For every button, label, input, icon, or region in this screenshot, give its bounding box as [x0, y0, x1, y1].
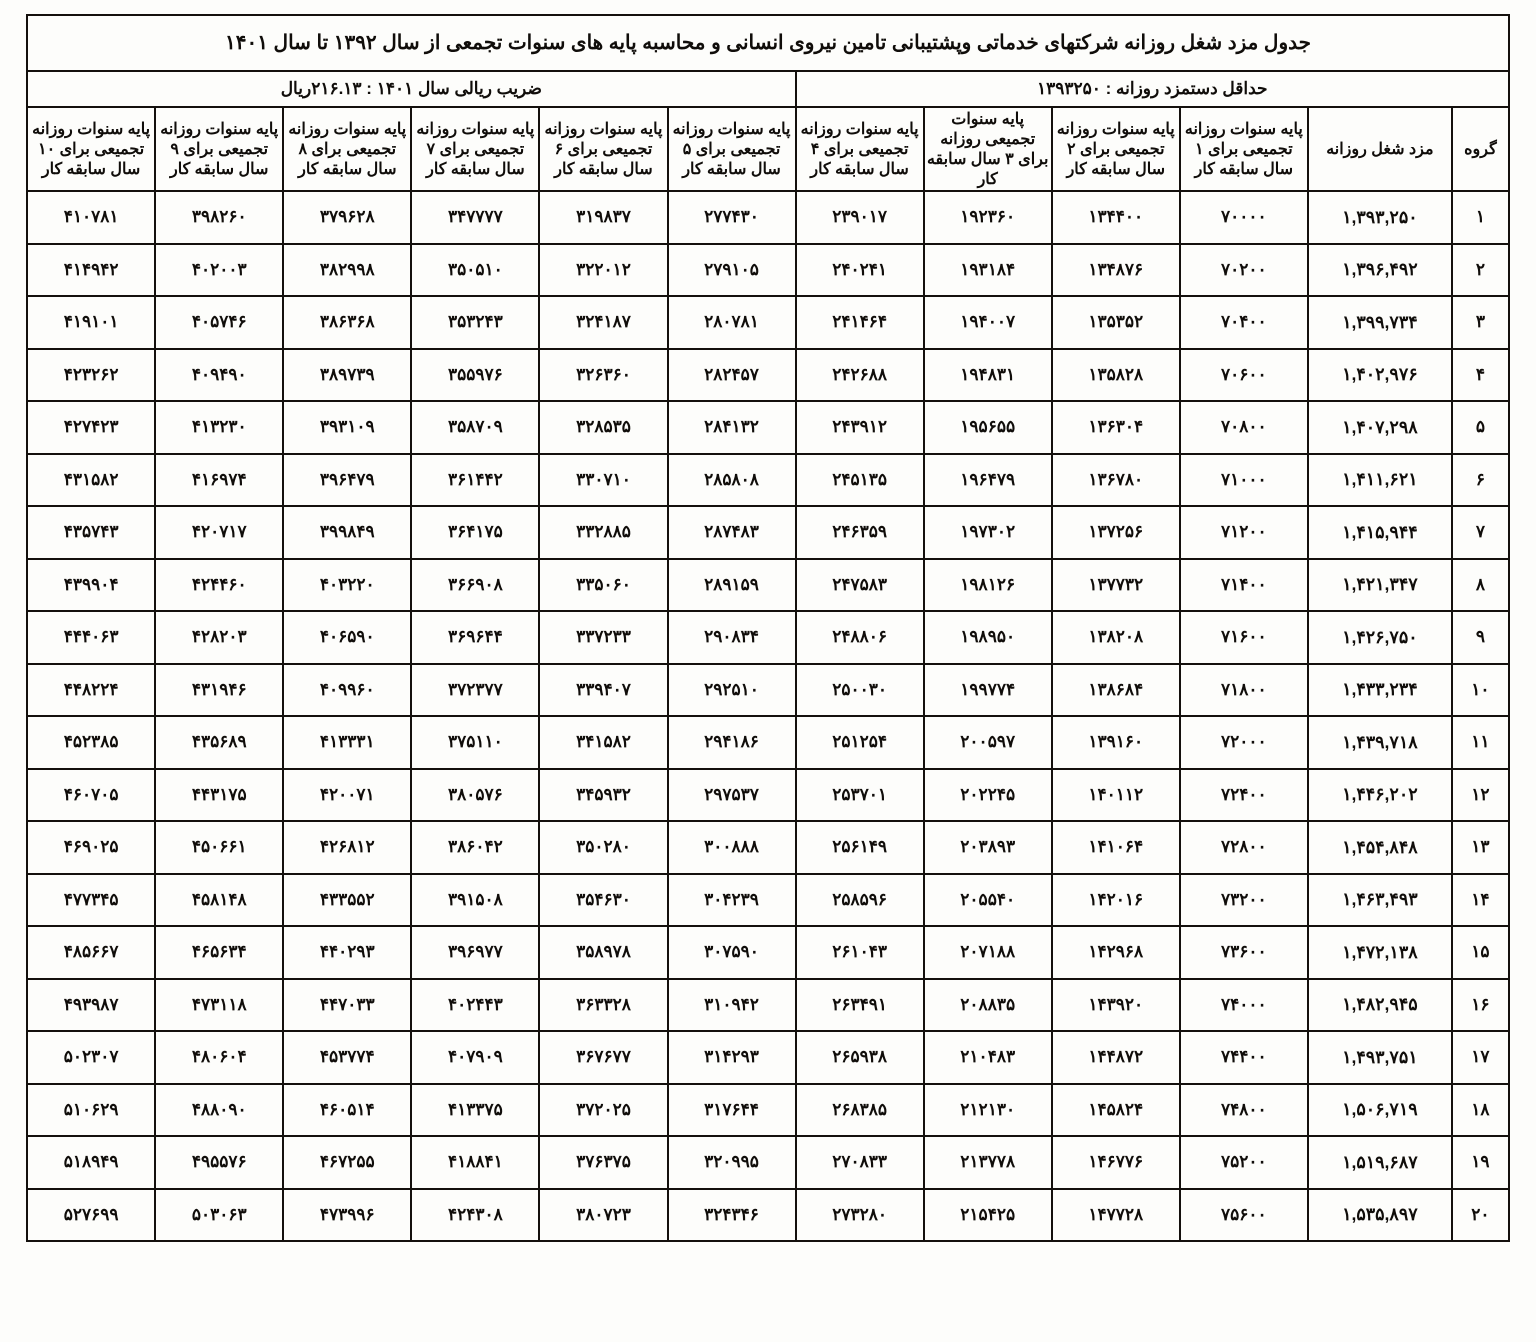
- cell-year-10: ۴۱۴۹۴۲: [27, 244, 155, 297]
- cell-wage: ۱,۳۹۳,۲۵۰: [1308, 191, 1452, 244]
- cell-wage: ۱,۳۹۹,۷۳۴: [1308, 296, 1452, 349]
- cell-year-4: ۲۵۶۱۴۹: [796, 821, 924, 874]
- cell-year-6: ۳۲۸۵۳۵: [539, 401, 667, 454]
- table-row: [27, 191, 1509, 244]
- cell-year-7: ۳۹۶۹۷۷: [411, 926, 539, 979]
- cell-year-9: ۵۰۳۰۶۳: [155, 1189, 283, 1242]
- cell-year-2: ۱۳۵۸۲۸: [1052, 349, 1180, 402]
- cell-year-2: ۱۴۵۸۲۴: [1052, 1084, 1180, 1137]
- column-header-year-10: پایه سنوات روزانه تجمیعی برای ۱۰ سال سابقه کار: [27, 107, 155, 191]
- table-row: [27, 1189, 1509, 1242]
- cell-year-6: ۳۴۱۵۸۲: [539, 716, 667, 769]
- cell-year-6: ۳۶۳۳۲۸: [539, 979, 667, 1032]
- cell-year-10: ۴۵۲۳۸۵: [27, 716, 155, 769]
- table-row: [27, 401, 1509, 454]
- cell-year-4: ۲۴۰۲۴۱: [796, 244, 924, 297]
- cell-year-5: ۲۸۹۱۵۹: [668, 559, 796, 612]
- cell-year-2: ۱۳۸۶۸۴: [1052, 664, 1180, 717]
- cell-year-7: ۳۵۳۲۴۳: [411, 296, 539, 349]
- cell-year-2: ۱۳۹۱۶۰: [1052, 716, 1180, 769]
- cell-year-1: ۷۴۰۰۰: [1180, 979, 1308, 1032]
- cell-year-3: ۲۰۷۱۸۸: [924, 926, 1052, 979]
- cell-year-9: ۴۶۵۶۳۴: [155, 926, 283, 979]
- column-header-year-2: پایه سنوات روزانه تجمیعی برای ۲ سال سابقه کار: [1052, 107, 1180, 191]
- cell-year-4: ۲۷۳۲۸۰: [796, 1189, 924, 1242]
- cell-year-3: ۱۹۵۶۵۵: [924, 401, 1052, 454]
- cell-year-1: ۷۲۸۰۰: [1180, 821, 1308, 874]
- cell-year-4: ۲۶۳۴۹۱: [796, 979, 924, 1032]
- table-row: [27, 349, 1509, 402]
- cell-year-5: ۲۸۲۴۵۷: [668, 349, 796, 402]
- cell-year-6: ۳۵۴۶۳۰: [539, 874, 667, 927]
- cell-wage: ۱,۴۷۲,۱۳۸: [1308, 926, 1452, 979]
- cell-year-5: ۲۷۷۴۳۰: [668, 191, 796, 244]
- table-row: [27, 296, 1509, 349]
- cell-year-1: ۷۳۲۰۰: [1180, 874, 1308, 927]
- cell-year-3: ۲۰۲۲۴۵: [924, 769, 1052, 822]
- min-wage-label: حداقل دستمزد روزانه : ۱۳۹۳۲۵۰: [796, 71, 1509, 107]
- cell-year-8: ۴۱۳۳۳۱: [283, 716, 411, 769]
- cell-year-9: ۴۸۰۶۰۴: [155, 1031, 283, 1084]
- cell-wage: ۱,۴۰۷,۲۹۸: [1308, 401, 1452, 454]
- cell-year-2: ۱۳۶۷۸۰: [1052, 454, 1180, 507]
- cell-group: ۱۰: [1452, 664, 1509, 717]
- cell-year-4: ۲۴۵۱۳۵: [796, 454, 924, 507]
- cell-year-3: ۱۹۹۷۷۴: [924, 664, 1052, 717]
- cell-year-1: ۷۰۸۰۰: [1180, 401, 1308, 454]
- cell-wage: ۱,۴۳۹,۷۱۸: [1308, 716, 1452, 769]
- cell-year-8: ۳۹۹۸۴۹: [283, 506, 411, 559]
- cell-year-5: ۲۹۲۵۱۰: [668, 664, 796, 717]
- cell-year-7: ۳۸۶۰۴۲: [411, 821, 539, 874]
- table-row: [27, 1031, 1509, 1084]
- cell-year-9: ۴۷۳۱۱۸: [155, 979, 283, 1032]
- table-row: [27, 926, 1509, 979]
- cell-year-6: ۳۵۸۹۷۸: [539, 926, 667, 979]
- cell-year-2: ۱۴۲۹۶۸: [1052, 926, 1180, 979]
- cell-year-8: ۴۳۳۵۵۲: [283, 874, 411, 927]
- cell-year-2: ۱۳۵۳۵۲: [1052, 296, 1180, 349]
- cell-year-6: ۳۷۲۰۲۵: [539, 1084, 667, 1137]
- cell-group: ۱۴: [1452, 874, 1509, 927]
- cell-year-4: ۲۴۱۴۶۴: [796, 296, 924, 349]
- cell-year-4: ۲۶۱۰۴۳: [796, 926, 924, 979]
- cell-year-5: ۲۸۴۱۳۲: [668, 401, 796, 454]
- cell-year-8: ۴۶۷۲۵۵: [283, 1136, 411, 1189]
- cell-year-7: ۴۰۲۴۴۳: [411, 979, 539, 1032]
- cell-year-2: ۱۴۰۱۱۲: [1052, 769, 1180, 822]
- cell-year-10: ۴۴۴۰۶۳: [27, 611, 155, 664]
- cell-year-6: ۳۷۶۳۷۵: [539, 1136, 667, 1189]
- cell-year-8: ۴۶۰۵۱۴: [283, 1084, 411, 1137]
- cell-year-7: ۳۵۵۹۷۶: [411, 349, 539, 402]
- cell-year-9: ۴۳۱۹۴۶: [155, 664, 283, 717]
- cell-year-1: ۷۵۲۰۰: [1180, 1136, 1308, 1189]
- table-row: [27, 716, 1509, 769]
- cell-year-8: ۴۵۳۷۷۴: [283, 1031, 411, 1084]
- cell-year-3: ۲۱۵۴۲۵: [924, 1189, 1052, 1242]
- cell-year-4: ۲۷۰۸۳۳: [796, 1136, 924, 1189]
- cell-year-9: ۴۰۲۰۰۳: [155, 244, 283, 297]
- cell-year-2: ۱۴۲۰۱۶: [1052, 874, 1180, 927]
- cell-year-10: ۴۲۷۴۲۳: [27, 401, 155, 454]
- cell-wage: ۱,۴۲۶,۷۵۰: [1308, 611, 1452, 664]
- cell-group: ۷: [1452, 506, 1509, 559]
- cell-year-8: ۴۰۳۲۲۰: [283, 559, 411, 612]
- cell-year-6: ۳۸۰۷۲۳: [539, 1189, 667, 1242]
- cell-year-4: ۲۵۰۰۳۰: [796, 664, 924, 717]
- cell-wage: ۱,۵۰۶,۷۱۹: [1308, 1084, 1452, 1137]
- cell-year-8: ۴۴۷۰۳۳: [283, 979, 411, 1032]
- cell-year-5: ۳۰۷۵۹۰: [668, 926, 796, 979]
- cell-year-8: ۳۷۹۶۲۸: [283, 191, 411, 244]
- table-body: [27, 191, 1509, 1241]
- cell-year-8: ۴۲۰۰۷۱: [283, 769, 411, 822]
- cell-group: ۶: [1452, 454, 1509, 507]
- cell-year-2: ۱۴۷۷۲۸: [1052, 1189, 1180, 1242]
- cell-year-3: ۲۰۳۸۹۳: [924, 821, 1052, 874]
- cell-year-7: ۳۶۴۱۷۵: [411, 506, 539, 559]
- cell-year-10: ۴۱۹۱۰۱: [27, 296, 155, 349]
- column-header-year-4: پایه سنوات روزانه تجمیعی برای ۴ سال سابقه کار: [796, 107, 924, 191]
- cell-year-8: ۳۸۶۳۶۸: [283, 296, 411, 349]
- table-row: [27, 454, 1509, 507]
- cell-year-6: ۳۲۶۳۶۰: [539, 349, 667, 402]
- table-row: [27, 506, 1509, 559]
- cell-year-3: ۲۰۵۵۴۰: [924, 874, 1052, 927]
- cell-year-7: ۳۵۰۵۱۰: [411, 244, 539, 297]
- cell-year-7: ۳۷۵۱۱۰: [411, 716, 539, 769]
- column-header-year-6: پایه سنوات روزانه تجمیعی برای ۶ سال سابقه کار: [539, 107, 667, 191]
- cell-year-3: ۲۰۸۸۳۵: [924, 979, 1052, 1032]
- cell-year-4: ۲۵۱۲۵۴: [796, 716, 924, 769]
- cell-year-8: ۴۲۶۸۱۲: [283, 821, 411, 874]
- cell-year-7: ۳۷۲۳۷۷: [411, 664, 539, 717]
- cell-year-4: ۲۴۸۸۰۶: [796, 611, 924, 664]
- cell-year-8: ۴۰۹۹۶۰: [283, 664, 411, 717]
- column-header-year-5: پایه سنوات روزانه تجمیعی برای ۵ سال سابقه کار: [668, 107, 796, 191]
- coefficient-label: ضریب ریالی سال ۱۴۰۱ : ۲۱۶.۱۳ریال: [27, 71, 796, 107]
- cell-year-3: ۱۹۸۱۲۶: [924, 559, 1052, 612]
- cell-year-10: ۵۱۰۶۲۹: [27, 1084, 155, 1137]
- column-header-year-7: پایه سنوات روزانه تجمیعی برای ۷ سال سابقه کار: [411, 107, 539, 191]
- table-subheader-row: [27, 71, 1509, 107]
- cell-group: ۲۰: [1452, 1189, 1509, 1242]
- cell-year-6: ۳۶۷۶۷۷: [539, 1031, 667, 1084]
- cell-year-7: ۴۲۴۳۰۸: [411, 1189, 539, 1242]
- cell-wage: ۱,۴۶۳,۴۹۳: [1308, 874, 1452, 927]
- cell-year-5: ۳۲۰۹۹۵: [668, 1136, 796, 1189]
- cell-group: ۱: [1452, 191, 1509, 244]
- cell-year-8: ۴۰۶۵۹۰: [283, 611, 411, 664]
- cell-year-3: ۱۹۸۹۵۰: [924, 611, 1052, 664]
- cell-year-9: ۴۸۸۰۹۰: [155, 1084, 283, 1137]
- table-row: [27, 611, 1509, 664]
- cell-year-3: ۲۰۰۵۹۷: [924, 716, 1052, 769]
- cell-year-7: ۴۰۷۹۰۹: [411, 1031, 539, 1084]
- cell-year-3: ۲۱۳۷۷۸: [924, 1136, 1052, 1189]
- cell-year-4: ۲۵۸۵۹۶: [796, 874, 924, 927]
- cell-year-10: ۴۱۰۷۸۱: [27, 191, 155, 244]
- cell-year-5: ۲۹۴۱۸۶: [668, 716, 796, 769]
- cell-year-5: ۳۱۴۲۹۳: [668, 1031, 796, 1084]
- column-header-year-8: پایه سنوات روزانه تجمیعی برای ۸ سال سابقه کار: [283, 107, 411, 191]
- cell-year-5: ۲۷۹۱۰۵: [668, 244, 796, 297]
- cell-year-3: ۱۹۶۴۷۹: [924, 454, 1052, 507]
- cell-year-10: ۴۳۹۹۰۴: [27, 559, 155, 612]
- wage-table: [26, 14, 1510, 1242]
- cell-group: ۱۲: [1452, 769, 1509, 822]
- cell-year-9: ۴۱۶۹۷۴: [155, 454, 283, 507]
- cell-year-7: ۳۶۶۹۰۸: [411, 559, 539, 612]
- cell-group: ۵: [1452, 401, 1509, 454]
- table-row: [27, 821, 1509, 874]
- cell-year-1: ۷۵۶۰۰: [1180, 1189, 1308, 1242]
- cell-year-10: ۴۸۵۶۶۷: [27, 926, 155, 979]
- cell-year-4: ۲۶۸۳۸۵: [796, 1084, 924, 1137]
- table-row: [27, 979, 1509, 1032]
- cell-year-7: ۳۴۷۷۷۷: [411, 191, 539, 244]
- cell-year-4: ۲۴۲۶۸۸: [796, 349, 924, 402]
- cell-year-6: ۳۱۹۸۳۷: [539, 191, 667, 244]
- cell-year-10: ۴۳۱۵۸۲: [27, 454, 155, 507]
- cell-year-2: ۱۳۸۲۰۸: [1052, 611, 1180, 664]
- cell-group: ۸: [1452, 559, 1509, 612]
- table-row: [27, 1136, 1509, 1189]
- cell-year-4: ۲۴۷۵۸۳: [796, 559, 924, 612]
- cell-group: ۱۳: [1452, 821, 1509, 874]
- cell-group: ۱۸: [1452, 1084, 1509, 1137]
- cell-year-9: ۴۰۹۴۹۰: [155, 349, 283, 402]
- cell-year-1: ۷۱۴۰۰: [1180, 559, 1308, 612]
- cell-year-9: ۴۴۳۱۷۵: [155, 769, 283, 822]
- cell-year-6: ۳۴۵۹۳۲: [539, 769, 667, 822]
- table-row: [27, 244, 1509, 297]
- cell-year-10: ۵۲۷۶۹۹: [27, 1189, 155, 1242]
- cell-year-6: ۳۲۲۰۱۲: [539, 244, 667, 297]
- cell-year-1: ۷۴۸۰۰: [1180, 1084, 1308, 1137]
- page-title: جدول مزد شغل روزانه شرکتهای خدماتی وپشتیبانی تامین نیروی انسانی و محاسبه پایه های سنوات تجمعی از سال ۱۳۹۲ تا سال ۱۴۰۱: [27, 15, 1509, 71]
- cell-year-8: ۴۷۳۹۹۶: [283, 1189, 411, 1242]
- cell-group: ۳: [1452, 296, 1509, 349]
- cell-year-3: ۱۹۴۰۰۷: [924, 296, 1052, 349]
- cell-year-6: ۳۳۹۴۰۷: [539, 664, 667, 717]
- cell-year-2: ۱۳۶۳۰۴: [1052, 401, 1180, 454]
- cell-year-6: ۳۳۲۸۸۵: [539, 506, 667, 559]
- cell-year-9: ۴۵۸۱۴۸: [155, 874, 283, 927]
- cell-year-2: ۱۴۶۷۷۶: [1052, 1136, 1180, 1189]
- cell-group: ۲: [1452, 244, 1509, 297]
- cell-year-5: ۲۹۷۵۳۷: [668, 769, 796, 822]
- cell-year-1: ۷۲۴۰۰: [1180, 769, 1308, 822]
- column-header-daily-wage: مزد شغل روزانه: [1308, 107, 1452, 191]
- table-row: [27, 664, 1509, 717]
- cell-wage: ۱,۴۳۳,۲۳۴: [1308, 664, 1452, 717]
- cell-wage: ۱,۴۴۶,۲۰۲: [1308, 769, 1452, 822]
- cell-year-9: ۴۱۳۲۳۰: [155, 401, 283, 454]
- cell-year-5: ۳۰۴۲۳۹: [668, 874, 796, 927]
- cell-wage: ۱,۴۵۴,۸۴۸: [1308, 821, 1452, 874]
- cell-group: ۱۹: [1452, 1136, 1509, 1189]
- cell-year-7: ۳۵۸۷۰۹: [411, 401, 539, 454]
- table-row: [27, 559, 1509, 612]
- cell-year-10: ۴۹۳۹۸۷: [27, 979, 155, 1032]
- cell-wage: ۱,۵۱۹,۶۸۷: [1308, 1136, 1452, 1189]
- cell-year-4: ۲۴۳۹۱۲: [796, 401, 924, 454]
- cell-year-6: ۳۳۵۰۶۰: [539, 559, 667, 612]
- cell-year-3: ۲۱۲۱۳۰: [924, 1084, 1052, 1137]
- cell-year-2: ۱۳۷۲۵۶: [1052, 506, 1180, 559]
- cell-wage: ۱,۴۸۲,۹۴۵: [1308, 979, 1452, 1032]
- cell-year-3: ۱۹۲۳۶۰: [924, 191, 1052, 244]
- cell-group: ۱۶: [1452, 979, 1509, 1032]
- cell-year-9: ۴۹۵۵۷۶: [155, 1136, 283, 1189]
- table-title-row: [27, 15, 1509, 71]
- cell-year-3: ۱۹۳۱۸۴: [924, 244, 1052, 297]
- cell-year-2: ۱۳۷۷۳۲: [1052, 559, 1180, 612]
- cell-wage: ۱,۴۲۱,۳۴۷: [1308, 559, 1452, 612]
- column-header-group: گروه: [1452, 107, 1509, 191]
- cell-year-1: ۷۰۴۰۰: [1180, 296, 1308, 349]
- cell-group: ۹: [1452, 611, 1509, 664]
- cell-year-2: ۱۳۴۴۰۰: [1052, 191, 1180, 244]
- cell-group: ۱۷: [1452, 1031, 1509, 1084]
- cell-year-5: ۲۸۵۸۰۸: [668, 454, 796, 507]
- cell-year-10: ۴۶۹۰۲۵: [27, 821, 155, 874]
- cell-year-9: ۴۵۰۶۶۱: [155, 821, 283, 874]
- cell-year-1: ۷۰۲۰۰: [1180, 244, 1308, 297]
- table-row: [27, 1084, 1509, 1137]
- cell-year-5: ۳۱۷۶۴۴: [668, 1084, 796, 1137]
- cell-year-4: ۲۵۳۷۰۱: [796, 769, 924, 822]
- cell-group: ۴: [1452, 349, 1509, 402]
- cell-year-8: ۳۸۹۷۳۹: [283, 349, 411, 402]
- cell-year-3: ۱۹۷۳۰۲: [924, 506, 1052, 559]
- cell-wage: ۱,۳۹۶,۴۹۲: [1308, 244, 1452, 297]
- cell-year-7: ۴۱۸۸۴۱: [411, 1136, 539, 1189]
- table-row: [27, 874, 1509, 927]
- cell-year-1: ۷۱۲۰۰: [1180, 506, 1308, 559]
- cell-year-7: ۳۶۹۶۴۴: [411, 611, 539, 664]
- table-header-row: [27, 107, 1509, 191]
- cell-year-6: ۳۲۴۱۸۷: [539, 296, 667, 349]
- cell-year-9: ۳۹۸۲۶۰: [155, 191, 283, 244]
- cell-year-1: ۷۲۰۰۰: [1180, 716, 1308, 769]
- cell-year-1: ۷۱۶۰۰: [1180, 611, 1308, 664]
- cell-year-2: ۱۴۳۹۲۰: [1052, 979, 1180, 1032]
- cell-year-8: ۳۹۶۴۷۹: [283, 454, 411, 507]
- cell-year-10: ۴۳۵۷۴۳: [27, 506, 155, 559]
- cell-year-10: ۴۶۰۷۰۵: [27, 769, 155, 822]
- cell-year-7: ۳۶۱۴۴۲: [411, 454, 539, 507]
- cell-year-6: ۳۵۰۲۸۰: [539, 821, 667, 874]
- cell-year-10: ۵۰۲۳۰۷: [27, 1031, 155, 1084]
- table-row: [27, 769, 1509, 822]
- cell-year-10: ۴۷۷۳۴۵: [27, 874, 155, 927]
- cell-year-6: ۳۳۷۲۳۳: [539, 611, 667, 664]
- cell-year-3: ۲۱۰۴۸۳: [924, 1031, 1052, 1084]
- cell-wage: ۱,۴۹۳,۷۵۱: [1308, 1031, 1452, 1084]
- cell-year-7: ۴۱۳۳۷۵: [411, 1084, 539, 1137]
- cell-year-2: ۱۴۴۸۷۲: [1052, 1031, 1180, 1084]
- cell-year-1: ۷۳۶۰۰: [1180, 926, 1308, 979]
- cell-wage: ۱,۴۱۱,۶۲۱: [1308, 454, 1452, 507]
- cell-year-8: ۳۸۲۹۹۸: [283, 244, 411, 297]
- cell-year-2: ۱۳۴۸۷۶: [1052, 244, 1180, 297]
- cell-year-5: ۲۹۰۸۳۴: [668, 611, 796, 664]
- cell-year-9: ۴۰۵۷۴۶: [155, 296, 283, 349]
- cell-wage: ۱,۴۰۲,۹۷۶: [1308, 349, 1452, 402]
- cell-year-10: ۴۴۸۲۲۴: [27, 664, 155, 717]
- cell-year-4: ۲۴۶۳۵۹: [796, 506, 924, 559]
- cell-year-7: ۳۹۱۵۰۸: [411, 874, 539, 927]
- cell-year-10: ۴۲۳۲۶۲: [27, 349, 155, 402]
- cell-year-6: ۳۳۰۷۱۰: [539, 454, 667, 507]
- cell-year-7: ۳۸۰۵۷۶: [411, 769, 539, 822]
- cell-year-2: ۱۴۱۰۶۴: [1052, 821, 1180, 874]
- cell-wage: ۱,۵۳۵,۸۹۷: [1308, 1189, 1452, 1242]
- cell-year-5: ۲۸۰۷۸۱: [668, 296, 796, 349]
- cell-year-1: ۷۱۰۰۰: [1180, 454, 1308, 507]
- cell-group: ۱۵: [1452, 926, 1509, 979]
- column-header-year-3: پایه سنوات تجمیعی روزانه برای ۳ سال سابقه کار: [924, 107, 1052, 191]
- cell-year-4: ۲۶۵۹۳۸: [796, 1031, 924, 1084]
- cell-group: ۱۱: [1452, 716, 1509, 769]
- cell-year-4: ۲۳۹۰۱۷: [796, 191, 924, 244]
- cell-year-5: ۳۲۴۳۴۶: [668, 1189, 796, 1242]
- cell-wage: ۱,۴۱۵,۹۴۴: [1308, 506, 1452, 559]
- column-header-year-1: پایه سنوات روزانه تجمیعی برای ۱ سال سابقه کار: [1180, 107, 1308, 191]
- column-header-year-9: پایه سنوات روزانه تجمیعی برای ۹ سال سابقه کار: [155, 107, 283, 191]
- cell-year-5: ۳۱۰۹۴۲: [668, 979, 796, 1032]
- cell-year-5: ۲۸۷۴۸۳: [668, 506, 796, 559]
- cell-year-3: ۱۹۴۸۳۱: [924, 349, 1052, 402]
- cell-year-9: ۴۲۰۷۱۷: [155, 506, 283, 559]
- cell-year-1: ۷۰۰۰۰: [1180, 191, 1308, 244]
- cell-year-1: ۷۰۶۰۰: [1180, 349, 1308, 402]
- cell-year-9: ۴۲۸۲۰۳: [155, 611, 283, 664]
- cell-year-1: ۷۱۸۰۰: [1180, 664, 1308, 717]
- cell-year-9: ۴۳۵۶۸۹: [155, 716, 283, 769]
- cell-year-5: ۳۰۰۸۸۸: [668, 821, 796, 874]
- cell-year-8: ۴۴۰۲۹۳: [283, 926, 411, 979]
- cell-year-10: ۵۱۸۹۴۹: [27, 1136, 155, 1189]
- cell-year-8: ۳۹۳۱۰۹: [283, 401, 411, 454]
- cell-year-9: ۴۲۴۴۶۰: [155, 559, 283, 612]
- cell-year-1: ۷۴۴۰۰: [1180, 1031, 1308, 1084]
